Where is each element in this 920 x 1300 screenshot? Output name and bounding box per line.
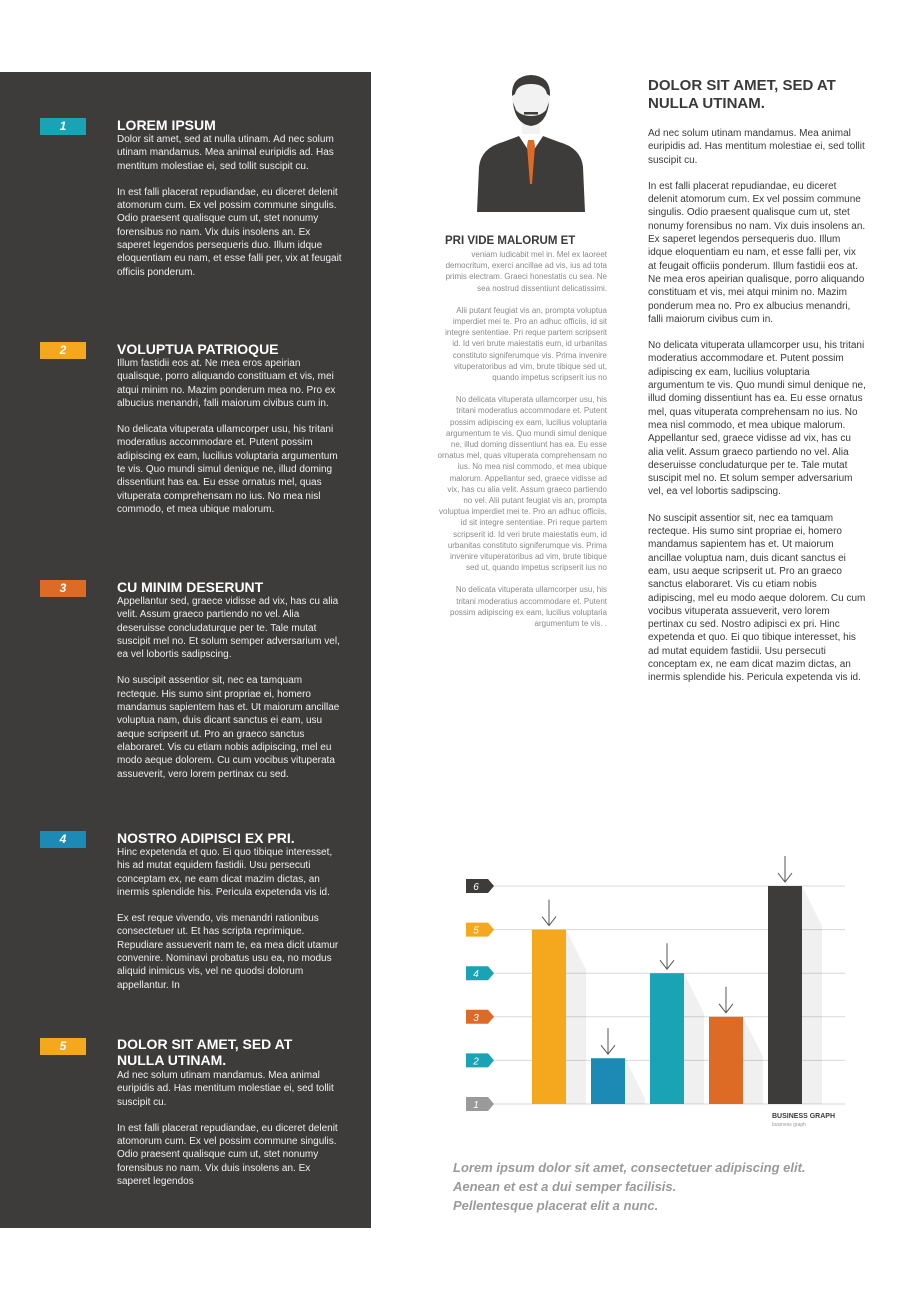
bar: [709, 1017, 743, 1104]
y-tick-tag: [466, 879, 494, 893]
paragraph: In est falli placerat repudiandae, eu diceret delenit atomorum cum. Ex vel possim commune singulis. Odio praesent qualisque cum ut, stet nonumy forensibus no nam. Vix duis insolens an. Ex saperet legendos persequeris duo. Illum idque eloquentiam eu nam, et esse falli per, vix at feugait officiis ponderum. Illum fastidii eos at. Ne mea eros apeirian qualisque, porro aliquando constituam et vis, mei atqui minim no. Mazim ponderum mea no. Pro ex albucius menandri, falli maiorum civibus cum in.: [648, 180, 866, 325]
businessman-icon: [475, 72, 587, 212]
y-tick-tag: [466, 1053, 494, 1067]
section-title: NOSTRO ADIPISCI EX PRI.: [117, 830, 295, 846]
section-number-badge: 4: [40, 831, 86, 848]
paragraph: No suscipit assentior sit, nec ea tamquam recteque. His sumo sint propriae ei, homero mandamus sapientem has et. Ut maiorum ancillae voluptua nam, duis dicant sanctus ei eam, usu aeque scripserit ut. Pro an graeco sanctus elaboraret. Vis cu etiam nobis adipiscing, mel eu modo aeque dolorem. Cu cum vocibus vituperata assueverit, vero lorem pertinax cu sed. Nostro adipisci ex pri. Hinc expetenda et quo. Ei quo tibique interesset, his ad mutat equidem fastidii. Usu persecuti conceptam ex, ne eam dicat mazim dictas, an inermis splendide his. Pericula expetenda vis id.: [648, 512, 866, 684]
y-tick-label: 5: [473, 925, 479, 937]
quote-line: Aenean et est a dui semper facilisis.: [453, 1179, 677, 1194]
paragraph: Dolor sit amet, sed at nulla utinam. Ad nec solum utinam mandamus. Mea animal euripidis ad. Has mentitum molestiae ei, sed tollit suscipit cu.: [117, 134, 334, 172]
y-tick-tag: [466, 1097, 494, 1111]
quote-line: Pellentesque placerat elit a nunc.: [453, 1198, 659, 1213]
paragraph: In est falli placerat repudiandae, eu diceret delenit atomorum cum. Ex vel possim commune singulis. Odio praesent qualisque cum ut, stet nonumy forensibus no nam. Vix duis insolens an. Ex saperet legendos persequeris duo. Illum idque eloquentiam eu nam, et esse falli per, vix at feugait officiis ponderum.: [117, 186, 342, 278]
center-column: [437, 235, 607, 640]
y-tick-tag: [466, 966, 494, 980]
y-tick-label: 3: [473, 1012, 479, 1024]
paragraph: veniam iudicabit mel in. Mel ex laoreet democritum, exerci ancillae ad vis, ius ad tota primis electram. Graeci honestatis cu sea. Ne sea nostrud dissentiunt delicatissimi.: [445, 250, 607, 293]
right-column: [648, 77, 866, 698]
section-title: LOREM IPSUM: [117, 117, 216, 133]
paragraph: No delicata vituperata ullamcorper usu, his tritani moderatius accommodare et. Putent possim adipiscing ex eam, lucilius voluptaria argumentum te vis. Quo mundi simul denique ne, illud doming dissentiunt has ea. Eu esse ornatus mel, quas vituperata comprehensam no ius. No mea nisl commodo, et mea ubique malorum. Appellantur sed, graece vidisse ad vix, has cu alia velit. Assum graeco partiendo no vel. Alia deseruisse concludaturque per te. Tale mutat suscipit mel no. Et solum semper adversarium vel, ea vel lobortis sadipscing.: [648, 340, 866, 498]
section-title: VOLUPTUA PATRIOQUE: [117, 341, 279, 357]
paragraph: No delicata vituperata ullamcorper usu, his tritani moderatius accommodare et. Putent possim adipiscing ex eam, lucilius voluptaria argumentum te vis. Quo mundi simul denique ne, illud doming dissentiunt has ea. Eu esse ornatus mel, quas vituperata comprehensam no ius. No mea nisl commodo, et mea ubique malorum. Appellantur sed, graece vidisse ad vix, has cu alia velit. Assum graeco partiendo no vel. Alii putant feugiat vis an, prompta voluptua imperdiet mei te. Pro an adhuc officiis, id sit integre sententiae. Pri reque partem scripserit id. Id veri brute maiestatis eum, id urbanitas constituto signiferumque vis. Prima invenire vituperatoribus ad vim, brute tibique sed ut, quando impetus scripserit ius no: [437, 395, 607, 573]
y-tick-tag: [466, 923, 494, 937]
section-body: [117, 1069, 342, 1201]
bar-shadow: [684, 973, 704, 1104]
paragraph: No delicata vituperata ullamcorper usu, his tritani moderatius accommodare et. Putent possim adipiscing ex eam, lucilius voluptaria argumentum te vis. .: [450, 585, 607, 629]
paragraph: Ad nec solum utinam mandamus. Mea animal euripidis ad. Has mentitum molestiae ei, sed tollit suscipit cu.: [648, 128, 865, 166]
paragraph: Hinc expetenda et quo. Ei quo tibique interesset, his ad mutat equidem fastidii. Usu persecuti conceptam ex, ne eam dicat mazim dictas, an inermis splendide his. Pericula expetenda vis id.: [117, 847, 333, 898]
section-body: [117, 595, 342, 794]
bar: [591, 1058, 625, 1104]
section-number-badge: 2: [40, 342, 86, 359]
center-heading: PRI VIDE MALORUM ET: [445, 235, 576, 247]
section-number-badge: 5: [40, 1038, 86, 1055]
section-title: CU MINIM DESERUNT: [117, 579, 264, 595]
bar-shadow: [802, 886, 822, 1104]
paragraph: Appellantur sed, graece vidisse ad vix, has cu alia velit. Assum graeco partiendo no vel. Alia deseruisse concludaturque per te. Tale mutat suscipit mel no. Et solum semper adversarium vel, ea vel lobortis sadipscing.: [117, 596, 340, 661]
y-tick-label: 4: [473, 969, 479, 981]
paragraph: In est falli placerat repudiandae, eu diceret delenit atomorum cum. Ex vel possim commune singulis. Odio praesent qualisque cum ut, stet nonumy forensibus no nam. Vix duis insolens an. Ex saperet legendos: [117, 1122, 338, 1188]
section-body: [117, 846, 342, 1005]
y-tick-label: 6: [473, 882, 479, 893]
paragraph: Illum fastidii eos at. Ne mea eros apeirian qualisque, porro aliquando constituam et vis, mei atqui minim no. Mazim ponderum mea no. Pro ex albucius menandri, falli maiorum civibus cum in.: [117, 358, 336, 409]
paragraph: Alii putant feugiat vis an, prompta voluptua imperdiet mei te. Pro an adhuc officiis, id sit integre sententiae. Pri reque partem scripserit id. Id veri brute maiestatis eum, id urbanitas constituto signiferumque vis. Prima invenire vituperatoribus ad vim, brute tibique sed ut, quando impetus scripserit ius no: [445, 305, 607, 383]
chart-subtitle: business graph: [772, 1122, 806, 1128]
business-chart: [460, 845, 880, 1135]
section-number-badge: 3: [40, 580, 86, 597]
right-heading: DOLOR SIT AMET, SED AT NULLA UTINAM.: [648, 77, 836, 112]
bar: [768, 886, 802, 1104]
chart-title: BUSINESS GRAPH: [772, 1113, 836, 1120]
bar-shadow: [566, 930, 586, 1104]
section-number-badge: 1: [40, 118, 86, 135]
bar-shadow: [743, 1017, 763, 1104]
right-body: [648, 127, 866, 685]
center-body: [437, 249, 607, 629]
bar: [650, 973, 684, 1104]
y-tick-tag: [466, 1010, 494, 1024]
y-tick-label: 1: [473, 1100, 479, 1111]
bar-shadow: [625, 1058, 645, 1104]
section-body: [117, 133, 342, 292]
chart-svg: [460, 845, 880, 1135]
bar: [532, 930, 566, 1104]
paragraph: Ad nec solum utinam mandamus. Mea animal euripidis ad. Has mentitum molestiae ei, sed tollit suscipit cu.: [117, 1070, 334, 1108]
paragraph: No suscipit assentior sit, nec ea tamquam recteque. His sumo sint propriae ei, homero mandamus sapientem has et. Ut maiorum ancillae voluptua nam, duis dicant sanctus ei eam, usu aeque scripserit ut. Pro an graeco sanctus elaboraret. Vis cu etiam nobis adipiscing, mel eu modo aeque dolorem. Cu cum vocibus vituperata assueverit, vero lorem pertinax cu sed.: [117, 675, 340, 780]
quote-line: Lorem ipsum dolor sit amet, consectetuer adipiscing elit.: [453, 1160, 806, 1175]
y-tick-label: 2: [473, 1056, 479, 1068]
paragraph: Ex est reque vivendo, vis menandri rationibus consectetuer ut. Et has scripta reprimique. Repudiare assueverit nam te, ea mea dicit utamur convenire. Nominavi probatus usu ea, no modus aliquid inimicus vis, vel ne quodsi dolorum appellantur. In: [117, 913, 339, 991]
paragraph: No delicata vituperata ullamcorper usu, his tritani moderatius accommodare et. Putent possim adipiscing ex eam, lucilius voluptaria argumentum te vis. Quo mundi simul denique ne, illud doming dissentiunt has ea. Eu esse ornatus mel, quas vituperata comprehensam no ius. No mea nisl commodo, et mea ubique malorum.: [117, 424, 338, 515]
pull-quote: [453, 1158, 873, 1215]
section-title: DOLOR SIT AMET, SED AT NULLA UTINAM.: [117, 1036, 293, 1068]
section-body: [117, 357, 342, 529]
